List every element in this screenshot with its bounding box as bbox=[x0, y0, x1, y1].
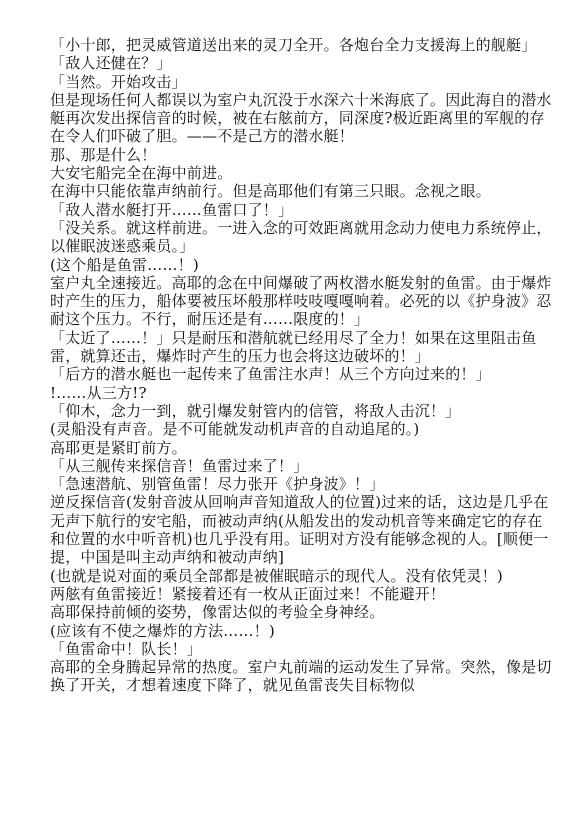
text-line: 但是现场任何人都误以为室户丸沉没于水深六十米海底了。因此海自的潜水艇再次发出探信音的时候，被在右舷前方，同深度?极近距离里的军舰的存在令人们吓破了胆。——不是己方的潜水艇！ bbox=[50, 90, 552, 146]
text-line: 高耶的全身腾起异常的热度。室户丸前端的运动发生了异常。突然，像是切换了开关，才想着速度下降了，就见鱼雷丧失目标物似 bbox=[50, 658, 552, 695]
text-line: (这个船是鱼雷……！) bbox=[50, 255, 199, 274]
text-line: 「敌人潜水艇打开……鱼雷口了！」 bbox=[50, 200, 294, 219]
text-line: 那、那是什么！ bbox=[50, 145, 157, 164]
text-line: 「当然。开始攻击」 bbox=[50, 72, 187, 91]
text-line: 高耶保持前倾的姿势，像雷达似的考验全身神经。 bbox=[50, 603, 385, 622]
text-line: 「后方的潜水艇也一起传来了鱼雷注水声！从三个方向过来的！」 bbox=[50, 365, 491, 384]
text-line: 大安宅船完全在海中前进。 bbox=[50, 164, 233, 183]
text-line: 「仰木，念力一到，就引爆发射管内的信管，将敌人击沉！」 bbox=[50, 401, 461, 420]
text-line: 「没关系。就这样前进。一进入念的可效距离就用念动力使电力系统停止，以催眠波迷惑乘员。」 bbox=[50, 218, 552, 256]
text-line: 「从三舰传来探信音！鱼雷过来了！」 bbox=[50, 456, 309, 475]
text-line: (也就是说对面的乘员全部都是被催眠暗示的现代人。没有依凭灵！) bbox=[50, 566, 503, 585]
text-line: 「敌人还健在？」 bbox=[50, 54, 172, 73]
text-line: (应该有不使之爆炸的方法……！) bbox=[50, 621, 275, 640]
text-line: 在海中只能依靠声纳前行。但是高耶他们有第三只眼。念视之眼。 bbox=[50, 182, 491, 201]
text-line: 「太近了……！」只是耐压和潜航就已经用尽了全力！如果在这里阻击鱼雷，就算还击，爆炸时产生的压力也会将这边破坏的！」 bbox=[50, 328, 537, 366]
text-line: 两舷有鱼雷接近！紧接着还有一枚从正面过来！不能避开！ bbox=[50, 584, 446, 603]
text-line: 「急速潜航、别管鱼雷！尽力张开《护身波》！」 bbox=[50, 475, 385, 494]
text-line: 室户丸全速接近。高耶的念在中间爆破了两枚潜水艇发射的鱼雷。由于爆炸时产生的压力，船体要被压坏般那样吱吱嘎嘎响着。必死的以《护身波》忍耐这个压力。不行，耐压还是有……限度的！」 bbox=[50, 273, 552, 329]
text-line: 「鱼雷命中！队长！」 bbox=[50, 639, 203, 658]
text-line: 高耶更是紧盯前方。 bbox=[50, 438, 187, 457]
text-line: !……从三方!? bbox=[50, 383, 147, 402]
text-line: (灵船没有声音。是不可能就发动机声音的自动追尾的。) bbox=[50, 420, 420, 439]
text-line: 逆反探信音(发射音波从回响声音知道敌人的位置)过来的话，这边是几乎在无声下航行的安宅船，而被动声纳(从船发出的发动机音等来确定它的存在和位置的水中听音机)也几乎没有用。证明对方没有能够念视的人。[顺便一提，中国是叫主动声纳和被动声纳] bbox=[50, 493, 549, 567]
text-line: 「小十郎，把灵威管道送出来的灵刀全开。各炮台全力支援海上的舰艇」 bbox=[50, 36, 537, 54]
